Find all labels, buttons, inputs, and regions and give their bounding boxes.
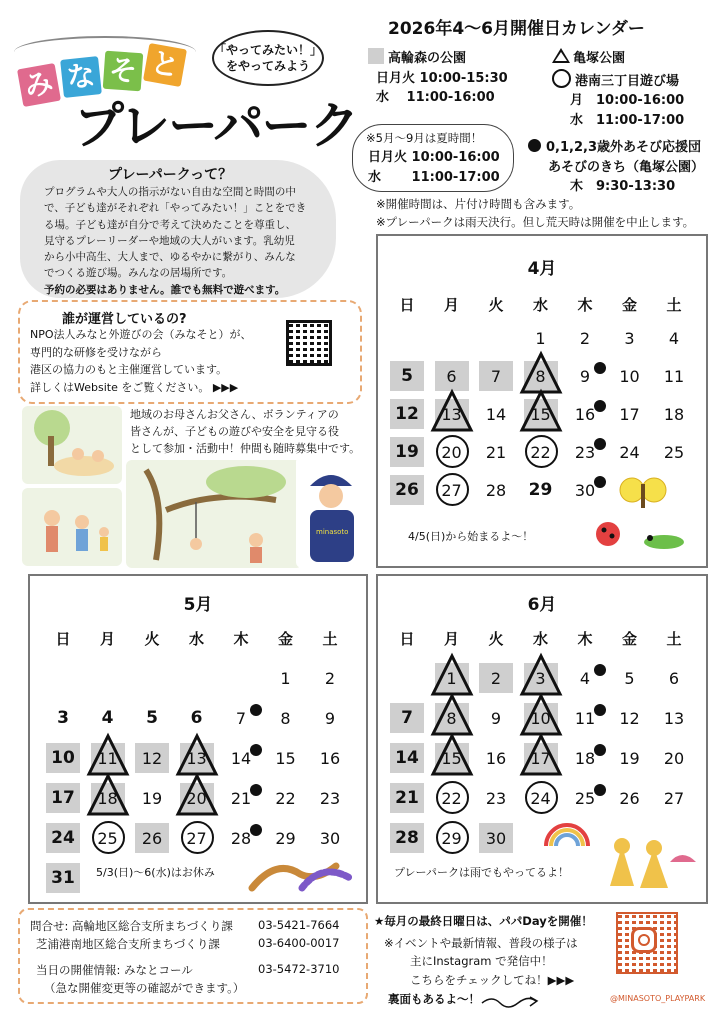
day-number: 2 xyxy=(324,668,336,688)
weekday-header: 日 xyxy=(399,629,415,648)
calendar-day xyxy=(44,822,82,854)
weekday-header: 木 xyxy=(233,629,249,648)
calendar-day xyxy=(433,662,471,694)
calendar-day xyxy=(477,436,515,468)
day-number: 23 xyxy=(319,788,341,808)
day-number: 15 xyxy=(441,748,462,768)
calendar-day xyxy=(311,782,349,814)
weekday-header: 木 xyxy=(577,295,593,314)
day-number: 12 xyxy=(395,404,419,424)
calendar-day xyxy=(311,702,349,734)
day-number: 4 xyxy=(579,668,591,688)
day-number: 1 xyxy=(280,668,291,688)
calendar-day xyxy=(522,702,560,734)
day-number: 13 xyxy=(186,748,207,768)
day-number: 5 xyxy=(401,366,413,386)
calendar-day xyxy=(655,322,693,354)
calendar-day xyxy=(566,474,604,506)
calendar-day xyxy=(566,322,604,354)
day-number: 30 xyxy=(485,828,507,848)
day-number: 23 xyxy=(574,442,596,462)
who-title: 誰が運営しているの? xyxy=(62,312,187,327)
day-number: 16 xyxy=(574,404,596,424)
calendar-day xyxy=(611,782,649,814)
day-number: 10 xyxy=(51,748,75,768)
legend-kids: 0,1,2,3歳外あそび応援団 あそびのきち（亀塚公園） 木 9:30-13:30 xyxy=(528,138,704,197)
contact-minato-call-tel[interactable]: 03-5472-3710 xyxy=(258,962,340,976)
calendar-day xyxy=(655,662,693,694)
day-number: 20 xyxy=(663,748,685,768)
calendar-day xyxy=(655,702,693,734)
calendar-day xyxy=(178,702,216,734)
slogan-line-2: をやってみよう xyxy=(225,59,310,73)
about-emphasis: 予約の必要はありません。誰でも無料で遊べます。 xyxy=(44,283,286,296)
calendar-day xyxy=(477,662,515,694)
calendar-day xyxy=(433,436,471,468)
day-number: 15 xyxy=(275,748,296,768)
day-number: 29 xyxy=(441,828,462,848)
triangle-icon xyxy=(552,48,570,63)
day-number: 20 xyxy=(441,442,462,462)
lizard-icon xyxy=(246,848,356,900)
calendar-day xyxy=(611,322,649,354)
contact-shibaura-tel[interactable]: 03-6400-0017 xyxy=(258,936,340,950)
day-number: 15 xyxy=(530,404,551,424)
calendar-day xyxy=(44,862,82,894)
weekday-header: 水 xyxy=(188,629,204,648)
month-note: 4/5(日)から始まるよ〜！ xyxy=(408,530,534,543)
day-number: 26 xyxy=(141,828,163,848)
gray-square-icon xyxy=(368,48,384,64)
circle-icon xyxy=(552,69,571,88)
weekday-header: 火 xyxy=(488,295,504,314)
day-number: 6 xyxy=(668,668,680,688)
contact-shibaura: 芝浦港南地区総合支所まちづくり課 xyxy=(36,937,220,951)
day-number: 13 xyxy=(441,404,462,424)
day-number: 8 xyxy=(535,366,546,386)
calendar-day xyxy=(89,742,127,774)
slogan-bubble xyxy=(212,30,324,86)
day-number: 22 xyxy=(530,442,551,462)
legend-takanawa: 高輪森の公園 日月火 10:00-15:30 水 11:00-16:00 xyxy=(368,48,508,108)
calendar-day xyxy=(433,398,471,430)
logo-flag-1: み xyxy=(17,63,61,107)
back-side-note: 裏面もあるよ〜！ xyxy=(388,992,480,1006)
calendar-day xyxy=(133,702,171,734)
illustration-picnic xyxy=(22,406,122,484)
weekday-header: 日 xyxy=(399,295,415,314)
day-number: 4 xyxy=(101,708,114,728)
day-number: 7 xyxy=(401,708,413,728)
day-number: 8 xyxy=(280,708,291,728)
contact-takanawa: 問合せ: 高輪地区総合支所まちづくり課 xyxy=(30,919,233,933)
calendar-day xyxy=(267,662,305,694)
weekday-header: 日 xyxy=(55,629,71,648)
calendar-day xyxy=(178,742,216,774)
day-number: 1 xyxy=(535,328,546,348)
day-number: 11 xyxy=(574,708,596,728)
black-dot-icon xyxy=(528,139,541,152)
logo-flag-3: そ xyxy=(103,51,144,92)
calendar-day xyxy=(388,782,426,814)
calendar-day xyxy=(433,742,471,774)
day-number: 18 xyxy=(574,748,596,768)
day-number: 29 xyxy=(275,828,296,848)
calendar-day xyxy=(655,782,693,814)
calendar-day xyxy=(655,742,693,774)
calendar-day xyxy=(89,822,127,854)
day-number: 26 xyxy=(395,480,419,500)
calendar-day xyxy=(655,398,693,430)
calendar-day xyxy=(522,398,560,430)
weekday-header: 金 xyxy=(621,629,637,648)
weekday-header: 月 xyxy=(99,629,115,648)
calendar-day xyxy=(522,662,560,694)
day-number: 24 xyxy=(619,442,640,462)
day-number: 8 xyxy=(446,708,457,728)
calendar-day xyxy=(477,742,515,774)
calendar-day xyxy=(433,782,471,814)
month-note: プレーパークは雨でもやってるよ！ xyxy=(394,866,570,879)
contact-takanawa-tel[interactable]: 03-5421-7664 xyxy=(258,918,340,932)
weekday-header: 金 xyxy=(277,629,293,648)
butterfly-icon xyxy=(618,474,668,518)
asobi-kichi-dot-icon xyxy=(594,744,606,756)
about-body: プログラムや大人の指示がない自由な空間と時間の中 で、子ども達がそれぞれ「やってみたい！」ことをでき る場。子ども達が自分で考えて決めたことを尊重し、 見守るプレーリーダーや地域の大人がいます。乳幼児 から小中高生、大人まで、ゆるやかに繋がり、みんな でつくる遊び場。みんなの居場所です。 予約の必要はありません。誰でも無料で遊べます。 xyxy=(44,184,336,298)
calendar-day xyxy=(222,742,260,774)
papa-day: ★毎月の最終日曜日は、パパDayを開催！ xyxy=(374,914,593,928)
illustration-family xyxy=(22,488,122,566)
calendar-day xyxy=(611,742,649,774)
day-number: 25 xyxy=(574,788,596,808)
calendar-day xyxy=(433,702,471,734)
day-number: 5 xyxy=(624,668,635,688)
day-number: 18 xyxy=(97,788,118,808)
calendar-day xyxy=(222,782,260,814)
day-number: 3 xyxy=(624,328,635,348)
contact-minato-call: 当日の開催情報: みなとコール xyxy=(36,963,193,977)
weekday-header: 土 xyxy=(666,295,682,314)
day-number: 14 xyxy=(230,748,252,768)
calendar-day xyxy=(566,398,604,430)
day-number: 10 xyxy=(530,708,551,728)
day-number: 30 xyxy=(319,828,341,848)
asobi-kichi-dot-icon xyxy=(594,400,606,412)
calendar-day xyxy=(655,436,693,468)
calendar-day xyxy=(477,474,515,506)
calendar-day xyxy=(178,822,216,854)
weekday-header: 金 xyxy=(621,295,637,314)
day-number: 12 xyxy=(619,708,640,728)
asobi-kichi-dot-icon xyxy=(594,704,606,716)
day-number: 24 xyxy=(51,828,75,848)
calendar-day xyxy=(44,742,82,774)
calendar-day xyxy=(522,322,560,354)
calendar-day xyxy=(133,742,171,774)
day-number: 6 xyxy=(446,366,457,386)
weekday-header: 水 xyxy=(532,629,548,648)
day-number: 23 xyxy=(485,788,507,808)
logo-flag-4: と xyxy=(143,43,187,87)
who-body: NPO法人みなと外遊びの会（みなそと）が、 専門的な研修を受けながら 港区の協力のもと主催運営しています。 詳しくはWebsite をご覧ください。 ▶▶▶ xyxy=(30,328,252,394)
day-number: 1 xyxy=(446,668,457,688)
asobi-kichi-dot-icon xyxy=(250,824,262,836)
calendar-heading: 2026年4〜6月開催日カレンダー xyxy=(388,19,645,39)
summer-hours: 日月火 10:00-16:00 水 11:00-17:00 xyxy=(368,150,500,185)
day-number: 30 xyxy=(574,480,596,500)
asobi-kichi-dot-icon xyxy=(594,476,606,488)
calendar-day xyxy=(89,702,127,734)
day-number: 11 xyxy=(97,748,118,768)
instagram-handle[interactable]: @MINASOTO_PLAYPARK xyxy=(610,994,706,1003)
calendar-day xyxy=(611,662,649,694)
day-number: 6 xyxy=(190,708,203,728)
calendar-day xyxy=(477,702,515,734)
day-number: 17 xyxy=(619,404,640,424)
day-number: 14 xyxy=(485,404,507,424)
summer-title: ※5月〜9月は夏時間！ xyxy=(366,131,483,145)
weekday-header: 火 xyxy=(144,629,160,648)
calendar-day xyxy=(477,398,515,430)
website-qr-code[interactable] xyxy=(286,320,332,366)
calendar-day xyxy=(566,360,604,392)
calendar-day xyxy=(267,702,305,734)
calendar-day xyxy=(477,360,515,392)
legend-kamezuka-konan: 亀塚公園 港南三丁目遊び場 月 10:00-16:00 水 11:00-17:00 xyxy=(552,48,684,130)
month-title: 4月 xyxy=(527,259,557,279)
day-number: 22 xyxy=(275,788,296,808)
day-number: 9 xyxy=(579,366,591,386)
day-number: 16 xyxy=(485,748,507,768)
calendar-day xyxy=(522,474,560,506)
contact-note: （急な開催変更等の確認ができます。） xyxy=(44,981,245,995)
day-number: 27 xyxy=(441,480,462,500)
calendar-day xyxy=(222,702,260,734)
day-number: 19 xyxy=(395,442,419,462)
calendar-day xyxy=(44,702,82,734)
asobi-kichi-dot-icon xyxy=(250,704,262,716)
asobi-kichi-dot-icon xyxy=(250,784,262,796)
day-number: 27 xyxy=(186,828,207,848)
rainbow-icon xyxy=(542,820,592,852)
calendar-day xyxy=(522,742,560,774)
weekday-header: 水 xyxy=(532,295,548,314)
day-number: 24 xyxy=(530,788,551,808)
weekday-header: 月 xyxy=(443,629,459,648)
about-title: プレーパークって？ xyxy=(108,167,233,183)
calendar-day xyxy=(566,742,604,774)
day-number: 17 xyxy=(51,788,75,808)
day-number: 22 xyxy=(441,788,462,808)
calendar-day xyxy=(133,822,171,854)
weekday-header: 木 xyxy=(577,629,593,648)
day-number: 4 xyxy=(668,328,680,348)
calendar-day xyxy=(566,436,604,468)
calendar-day xyxy=(311,742,349,774)
ladybug-snail-icon xyxy=(590,516,690,560)
day-number: 21 xyxy=(395,788,419,808)
month-note: 5/3(日)〜6(水)はお休み xyxy=(96,866,215,879)
calendar-day xyxy=(267,782,305,814)
calendar-day xyxy=(433,474,471,506)
day-number: 11 xyxy=(663,366,685,386)
calendar-day xyxy=(611,702,649,734)
calendar-day xyxy=(522,436,560,468)
day-number: 9 xyxy=(490,708,502,728)
day-number: 12 xyxy=(141,748,163,768)
calendar-day xyxy=(388,474,426,506)
calendar-day xyxy=(611,436,649,468)
calendar-day xyxy=(655,360,693,392)
day-number: 31 xyxy=(51,868,75,888)
day-number: 16 xyxy=(319,748,341,768)
calendar-day xyxy=(611,360,649,392)
month-title: 6月 xyxy=(527,595,557,615)
day-number: 25 xyxy=(663,442,685,462)
day-number: 3 xyxy=(535,668,546,688)
calendar-day xyxy=(522,782,560,814)
day-number: 9 xyxy=(324,708,336,728)
day-number: 5 xyxy=(146,708,158,728)
calendar-day xyxy=(433,822,471,854)
instagram-icon xyxy=(631,927,657,953)
weekday-header: 土 xyxy=(322,629,338,648)
calendar-day xyxy=(566,662,604,694)
asobi-kichi-dot-icon xyxy=(250,744,262,756)
day-number: 28 xyxy=(395,828,419,848)
calendar-day xyxy=(433,360,471,392)
day-number: 21 xyxy=(230,788,252,808)
day-number: 10 xyxy=(619,366,640,386)
month-title: 5月 xyxy=(183,595,213,615)
slogan-line-1: 「やってみたい！」 xyxy=(214,42,323,57)
day-number: 19 xyxy=(619,748,640,768)
day-number: 25 xyxy=(97,828,118,848)
day-number: 21 xyxy=(485,442,507,462)
schedule-notes: ※開催時間は、片付け時間も含みます。 ※プレーパークは雨天決行。但し荒天時は開催を中止します。 xyxy=(376,197,695,229)
calendar-day xyxy=(388,702,426,734)
day-number: 26 xyxy=(619,788,640,808)
calendar-day xyxy=(522,360,560,392)
calendar-day xyxy=(178,782,216,814)
day-number: 29 xyxy=(528,480,553,500)
illustration-tree-play xyxy=(126,460,302,568)
day-number: 7 xyxy=(235,708,247,728)
day-number: 28 xyxy=(230,828,252,848)
asobi-kichi-dot-icon xyxy=(594,664,606,676)
day-number: 2 xyxy=(490,668,502,688)
weekday-header: 月 xyxy=(443,295,459,314)
illustration-leader xyxy=(296,456,366,568)
day-number: 2 xyxy=(579,328,591,348)
weekday-header: 土 xyxy=(666,629,682,648)
squiggle-arrow-icon xyxy=(480,994,540,1013)
day-number: 27 xyxy=(663,788,685,808)
calendar-day xyxy=(44,782,82,814)
calendar-day xyxy=(267,742,305,774)
day-number: 18 xyxy=(663,404,685,424)
calendar-day xyxy=(566,782,604,814)
volunteer-text: 地域のお母さんお父さん、ボランティアの 皆さんが、子どもの遊びや安全を見守る役 として参加・活動中！仲間も随時募集中です。 xyxy=(130,408,361,456)
calendar-day xyxy=(311,662,349,694)
day-number: 17 xyxy=(530,748,551,768)
day-number: 7 xyxy=(490,366,502,386)
day-number: 20 xyxy=(186,788,207,808)
day-number: 3 xyxy=(57,708,69,728)
calendar-day xyxy=(133,782,171,814)
asobi-kichi-dot-icon xyxy=(594,438,606,450)
asobi-kichi-dot-icon xyxy=(594,784,606,796)
calendar-day xyxy=(388,742,426,774)
asobi-kichi-dot-icon xyxy=(594,362,606,374)
calendar-day xyxy=(566,702,604,734)
weekday-header: 火 xyxy=(488,629,504,648)
page-title: プレーパーク xyxy=(74,97,358,155)
svg-text:minasoto: minasoto xyxy=(316,528,349,536)
calendar-day xyxy=(477,782,515,814)
calendar-day xyxy=(477,822,515,854)
calendar-day xyxy=(611,398,649,430)
calendar-day xyxy=(388,822,426,854)
calendar-day xyxy=(388,436,426,468)
logo-flag-2: な xyxy=(60,56,102,98)
day-number: 28 xyxy=(485,480,507,500)
day-number: 14 xyxy=(395,748,419,768)
calendar-day xyxy=(388,398,426,430)
calendar-day xyxy=(89,782,127,814)
kids-raincoat-icon xyxy=(600,826,700,896)
instagram-info: ※イベントや最新情報、普段の様子は 主にInstagram で発信中！ こちらをチェックしてね！▶▶▶ xyxy=(384,936,578,987)
day-number: 13 xyxy=(663,708,685,728)
calendar-day xyxy=(388,360,426,392)
day-number: 19 xyxy=(141,788,163,808)
